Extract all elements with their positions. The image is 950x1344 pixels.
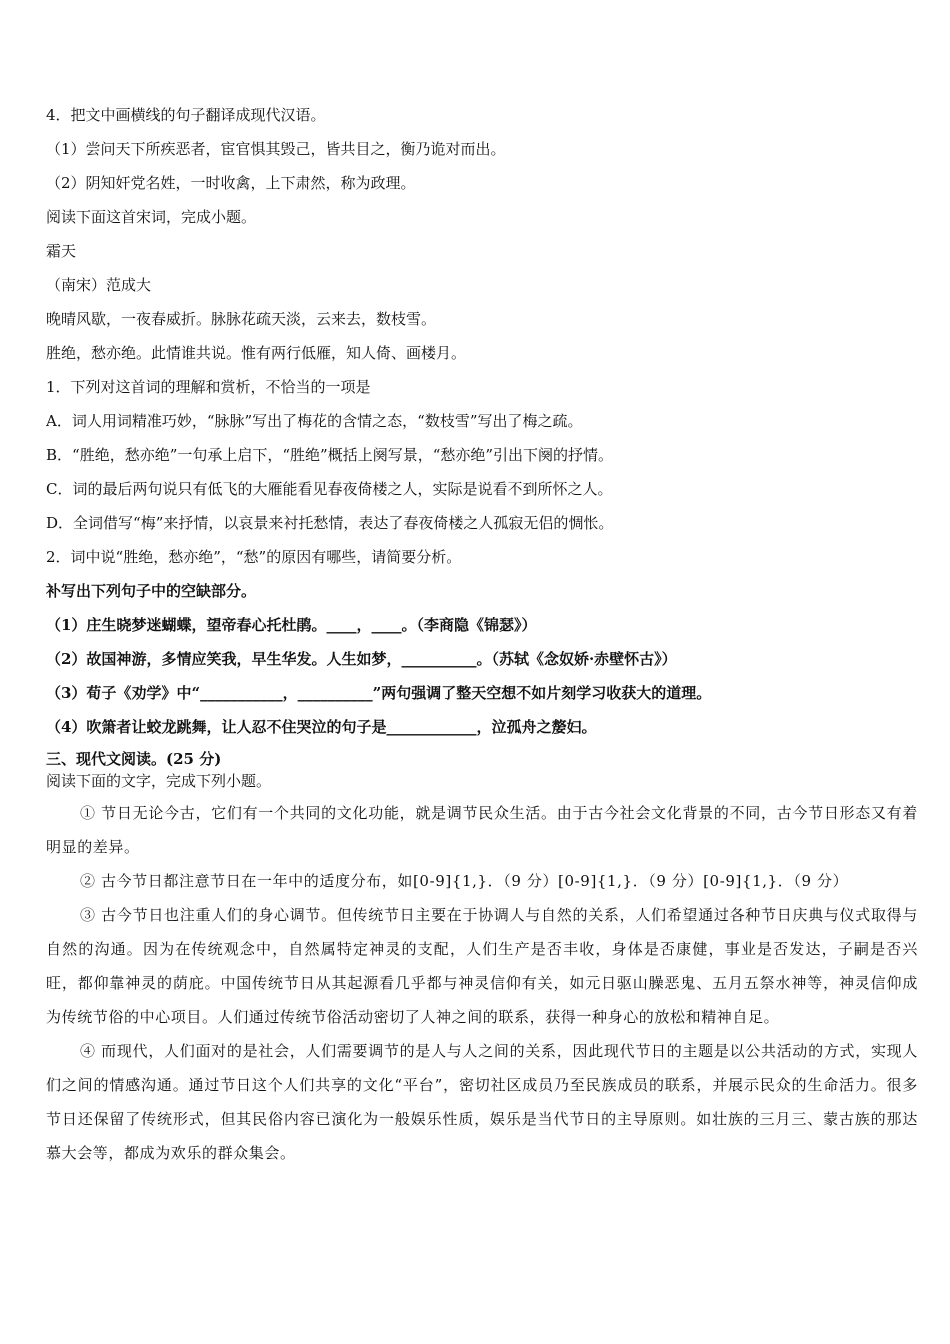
option-d: D．全词借写“梅”来抒情，以哀景来衬托愁情，表达了春夜倚楼之人孤寂无侣的惆怅。 (46, 514, 614, 532)
question-4-sentence-2: （2）阴知奸党名姓，一时收禽，上下肃然，称为政理。 (46, 174, 416, 192)
document-page (46, 98, 918, 1170)
option-c: C．词的最后两句说只有低飞的大雁能看见春夜倚楼之人，实际是说看不到所怀之人。 (46, 480, 613, 498)
reading-paragraph-4: ④ 而现代，人们面对的是社会，人们需要调节的是人与人之间的关系，因此现代节日的主题是以公共活动的方式，实现人们之间的情感沟通。通过节日这个人们共享的文化“平台”，密切社区成员乃至民族成员的联系，并展示民众的生命活力。很多节日还保留了传统形式，但其民俗内容已演化为一般娱乐性质，娱乐是当代节日的主导原则。如壮族的三月三、蒙古族的那达慕大会等，都成为欢乐的群众集会。 (46, 1042, 918, 1162)
option-b: B．“胜绝，愁亦绝”一句承上启下，“胜绝”概括上阕写景，“愁亦绝”引出下阕的抒情。 (46, 446, 614, 464)
fill-in-item-4: （4）吹箫者让蛟龙跳舞，让人忍不住哭泣的句子是____________，泣孤舟之嫠妇。 (46, 718, 597, 736)
poem-line-1: 晚晴风歇，一夜春威折。脉脉花疏天淡，云来去，数枝雪。 (46, 310, 437, 328)
fill-in-item-3: （3）荀子《劝学》中“___________，__________”两句强调了整天空想不如片刻学习收获大的道理。 (46, 684, 712, 702)
fill-in-title: 补写出下列句子中的空缺部分。 (46, 582, 257, 600)
section-3-intro: 阅读下面的文字，完成下列小题。 (46, 772, 272, 790)
poem-author: （南宋）范成大 (46, 276, 152, 294)
poem-question-1: 1．下列对这首词的理解和赏析，不恰当的一项是 (46, 378, 371, 396)
fill-in-item-2: （2）故国神游，多情应笑我，早生华发。人生如梦，__________。（苏轼《念奴娇·赤壁怀古》） (46, 650, 677, 668)
option-a: A．词人用词精准巧妙，“脉脉”写出了梅花的含情之态，“数枝雪”写出了梅之疏。 (46, 412, 583, 430)
reading-paragraph-3: ③ 古今节日也注重人们的身心调节。但传统节日主要在于协调人与自然的关系，人们希望通过各种节日庆典与仪式取得与自然的沟通。因为在传统观念中，自然属特定神灵的支配，人们生产是否丰收，身体是否康健，事业是否发达，子嗣是否兴旺，都仰靠神灵的荫庇。中国传统节日从其起源看几乎都与神灵信仰有关，如元日驱山臊恶鬼、五月五祭水神等，神灵信仰成为传统节俗的中心项目。人们通过传统节俗活动密切了人神之间的联系，获得一种身心的放松和精神自足。 (46, 906, 918, 1026)
poem-intro: 阅读下面这首宋词，完成小题。 (46, 208, 257, 226)
poem-title: 霜天 (46, 242, 77, 260)
section-3-heading: 三、现代文阅读。(25 分) (46, 750, 222, 768)
reading-paragraph-1: ① 节日无论今古，它们有一个共同的文化功能，就是调节民众生活。由于古今社会文化背景的不同，古今节日形态又有着明显的差异。 (46, 804, 918, 856)
question-4-title: 4．把文中画横线的句子翻译成现代汉语。 (46, 106, 326, 124)
question-4-sentence-1: （1）尝问天下所疾恶者，宦官惧其毁己，皆共目之，衡乃诡对而出。 (46, 140, 506, 158)
poem-question-2: 2．词中说“胜绝，愁亦绝”，“愁”的原因有哪些，请简要分析。 (46, 548, 462, 566)
fill-in-item-1: （1）庄生晓梦迷蝴蝶，望帝春心托杜鹃。____，____。（李商隐《锦瑟》） (46, 616, 537, 634)
poem-line-2: 胜绝，愁亦绝。此情谁共说。惟有两行低雁，知人倚、画楼月。 (46, 344, 467, 362)
reading-paragraph-2: ② 古今节日都注意节日在一年中的适度分布，如[0-9]{1,}．（9 分）[0-9]{1,}．（9 分）[0-9]{1,}．（9 分） (80, 872, 849, 890)
